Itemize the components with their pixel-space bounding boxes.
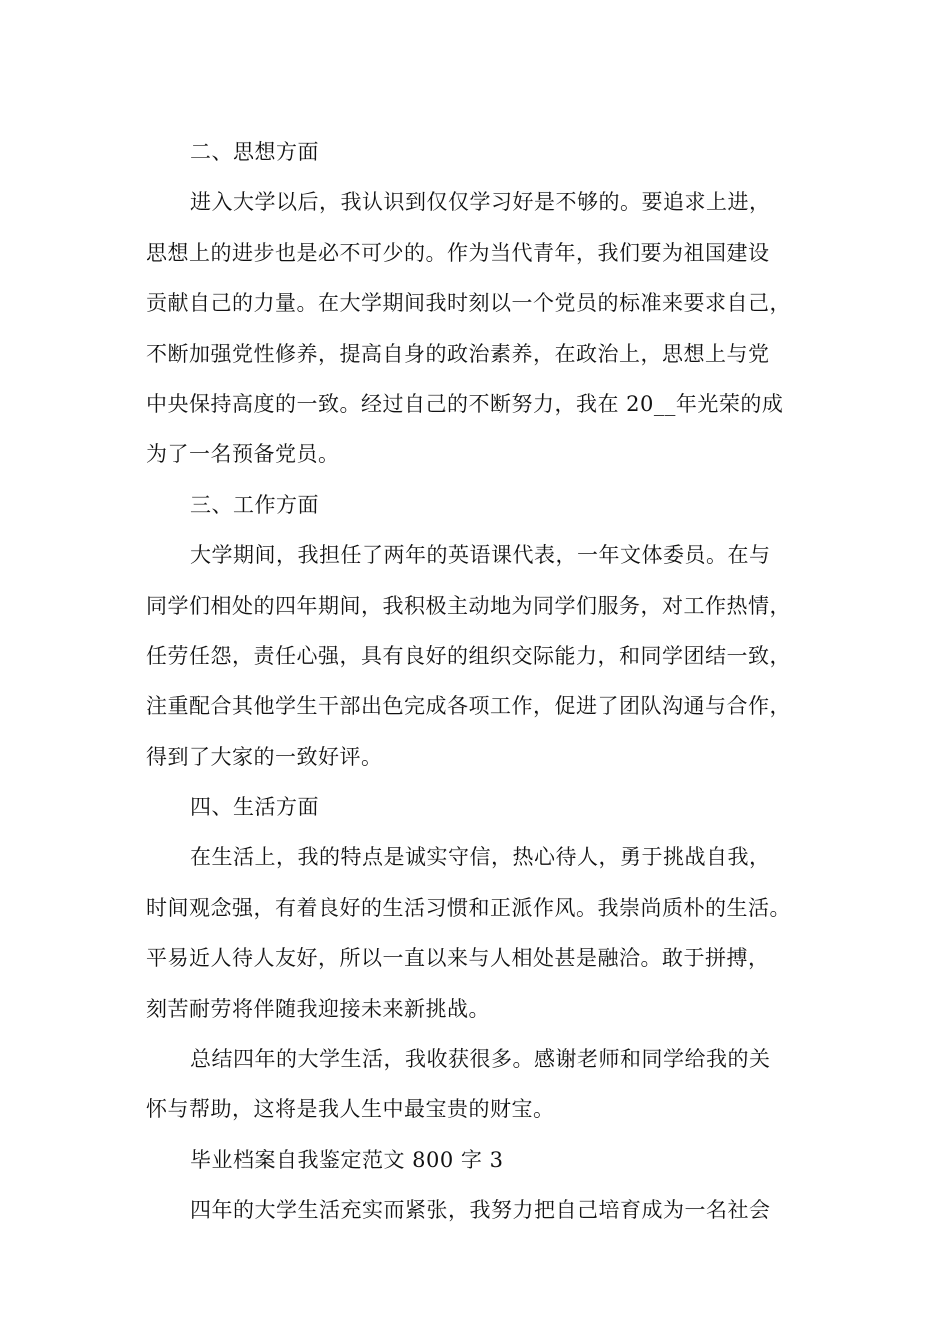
paragraph-line: 得到了大家的一致好评。 [146,744,383,769]
paragraph-first-line: 大学期间，我担任了两年的英语课代表，一年文体委员。在与 [190,543,771,568]
paragraph-line: 同学们相处的四年期间，我积极主动地为同学们服务，对工作热情， [146,593,791,618]
paragraph-line: 贡献自己的力量。在大学期间我时刻以一个党员的标准来要求自己， [146,291,791,316]
paragraph-first-line: 进入大学以后，我认识到仅仅学习好是不够的。要追求上进， [190,190,771,215]
paragraph-line: 怀与帮助，这将是我人生中最宝贵的财宝。 [146,1097,555,1122]
paragraph-line: 时间观念强，有着良好的生活习惯和正派作风。我崇尚质朴的生活。 [146,895,791,920]
paragraph-line: 不断加强党性修养，提高自身的政治素养，在政治上，思想上与党 [146,341,770,366]
paragraph-line: 思想上的进步也是必不可少的。作为当代青年，我们要为祖国建设 [146,240,770,265]
paragraph-first-line: 毕业档案自我鉴定范文 800 字 3 [190,1147,504,1172]
paragraph-line: 注重配合其他学生干部出色完成各项工作，促进了团队沟通与合作， [146,694,791,719]
paragraph-line: 为了一名预备党员。 [146,442,340,467]
paragraph-first-line: 在生活上，我的特点是诚实守信，热心待人，勇于挑战自我， [190,845,771,870]
paragraph-first-line: 总结四年的大学生活，我收获很多。感谢老师和同学给我的关 [190,1047,771,1072]
paragraph-first-line: 二、思想方面 [190,140,319,164]
document-body [146,127,836,1236]
paragraph-line: 中央保持高度的一致。经过自己的不断努力，我在 20__年光荣的成 [146,391,784,416]
paragraph-first-line: 四、生活方面 [190,795,319,820]
paragraph-first-line: 四年的大学生活充实而紧张，我努力把自己培育成为一名社会 [190,1198,771,1223]
paragraph-first-line: 三、工作方面 [190,492,319,517]
paragraph-line: 刻苦耐劳将伴随我迎接未来新挑战。 [146,996,490,1021]
paragraph-line: 任劳任怨，责任心强，具有良好的组织交际能力，和同学团结一致， [146,643,791,668]
paragraph-line: 平易近人待人友好，所以一直以来与人相处甚是融洽。敢于拼搏， [146,946,770,971]
